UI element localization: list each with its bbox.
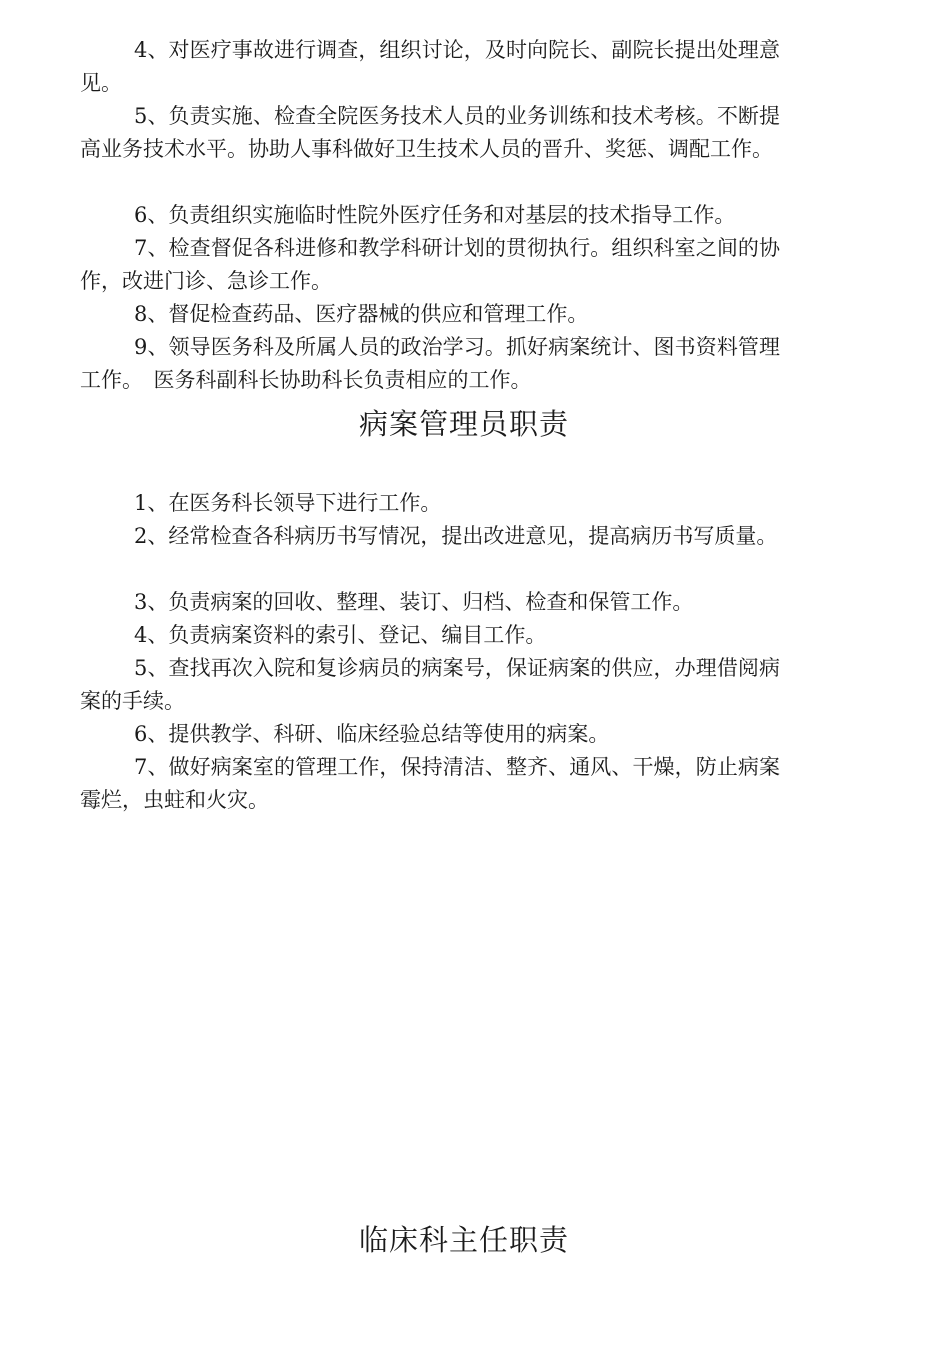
- duty-item-5: 5、负责实施、检查全院医务技术人员的业务训练和技术考核。不断提高业务技术水平。协助人事科做好卫生技术人员的晋升、奖惩、调配工作。: [80, 104, 780, 161]
- records-item-6: 6、提供教学、科研、临床经验总结等使用的病案。: [134, 722, 610, 746]
- records-item-7: 7、做好病案室的管理工作，保持清洁、整齐、通风、干燥，防止病案霉烂，虫蛀和火灾。: [80, 755, 780, 812]
- records-item-5: 5、查找再次入院和复诊病员的病案号，保证病案的供应，办理借阅病案的手续。: [80, 656, 780, 713]
- duty-item-9: 9、领导医务科及所属人员的政治学习。抓好病案统计、图书资料管理工作。 医务科副科长协助科长负责相应的工作。: [80, 335, 780, 392]
- records-section-title: 病案管理员职责: [358, 407, 569, 441]
- clinical-section-title: 临床科主任职责: [358, 1223, 569, 1257]
- records-item-3: 3、负责病案的回收、整理、装订、归档、检查和保管工作。: [134, 590, 694, 614]
- duty-item-8: 8、督促检查药品、医疗器械的供应和管理工作。: [134, 302, 589, 326]
- records-item-2: 2、经常检查各科病历书写情况，提出改进意见，提高病历书写质量。: [134, 524, 778, 548]
- records-item-4: 4、负责病案资料的索引、登记、编目工作。: [134, 623, 547, 647]
- duty-item-7: 7、检查督促各科进修和教学科研计划的贯彻执行。组织科室之间的协作，改进门诊、急诊工作。: [80, 236, 780, 293]
- duty-item-6: 6、负责组织实施临时性院外医疗任务和对基层的技术指导工作。: [134, 203, 736, 227]
- records-item-1: 1、在医务科长领导下进行工作。: [134, 491, 442, 515]
- duty-item-4: 4、对医疗事故进行调查，组织讨论，及时向院长、副院长提出处理意见。: [80, 38, 780, 95]
